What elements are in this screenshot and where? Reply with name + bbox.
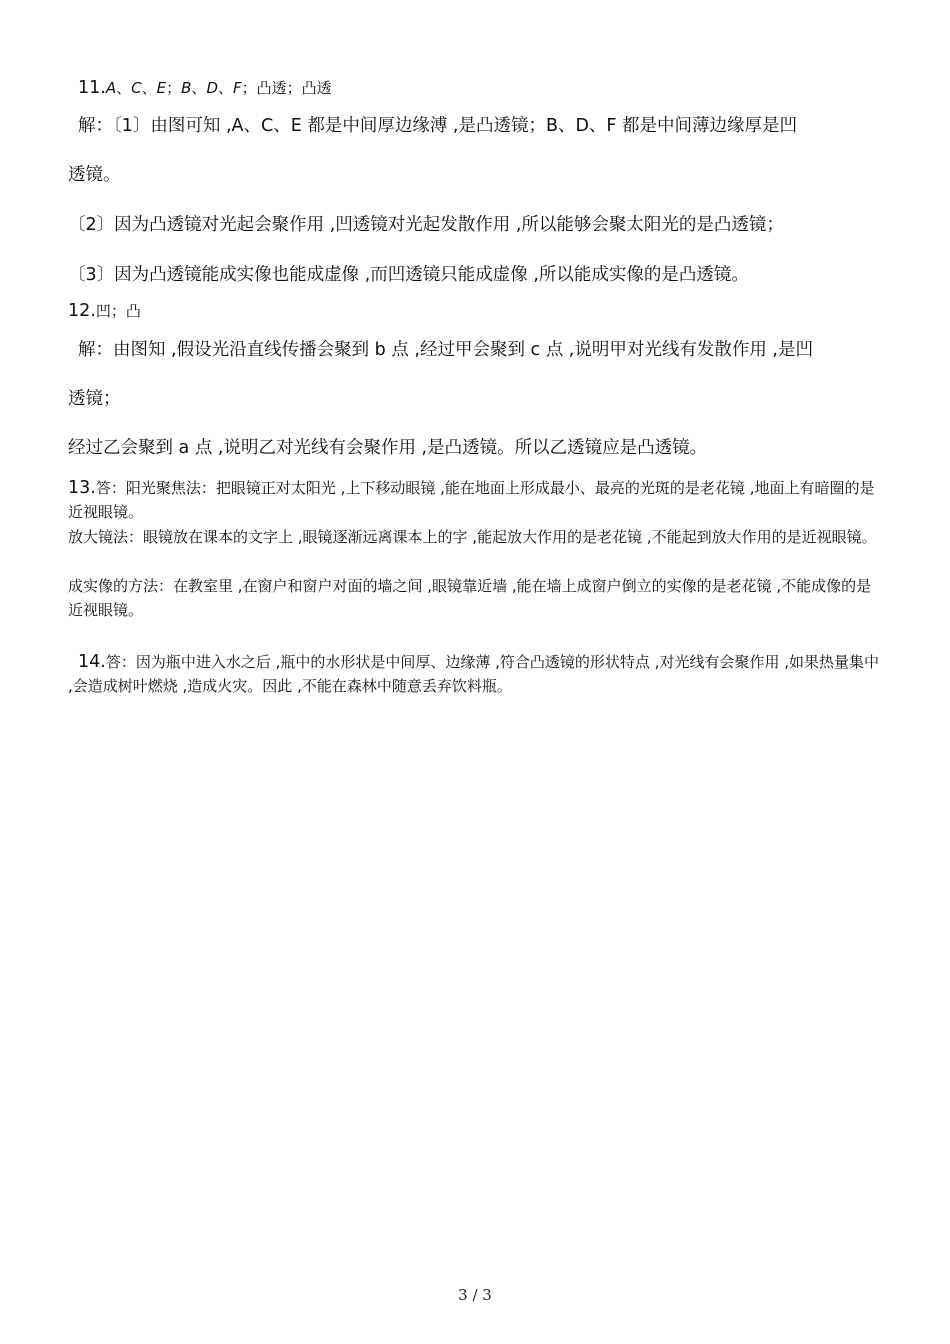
q11-solution-line-3: 〔2〕因为凸透镜对光起会聚作用 ,凹透镜对光起发散作用 ,所以能够会聚太阳光的是凸透镜； [68, 215, 784, 235]
q11-answer-c: C [131, 79, 142, 97]
q12-answer: 凹；凸 [95, 302, 141, 320]
q12-solution-line-3: 经过乙会聚到 a 点 ,说明乙对光线有会聚作用 ,是凸透镜。所以乙透镜应是凸透镜。 [68, 438, 708, 458]
q11-answer-sep: 、 [116, 79, 132, 97]
q11-answer-e: E [156, 79, 167, 97]
q11-answer-a: A [105, 79, 117, 97]
q11-answer-b: B [181, 79, 192, 97]
q13-paragraph-3: 成实像的方法：在教室里 ,在窗户和窗户对面的墙之间 ,眼镜靠近墙 ,能在墙上成窗户倒立的实像的是老花镜 ,不能成像的是近视眼镜。 [68, 577, 872, 619]
q13-paragraph-2: 放大镜法：眼镜放在课本的文字上 ,眼镜逐渐远离课本上的字 ,能起放大作用的是老花镜 ,不能起到放大作用的是近视眼镜。 [68, 528, 877, 546]
q14-number: 14. [78, 652, 106, 672]
q12-number: 12. [68, 301, 96, 321]
q13-paragraph-1 [68, 476, 883, 524]
q13-number: 13. [68, 478, 96, 498]
q11-answer-sep: 、 [218, 79, 234, 97]
page-number: 3 / 3 [458, 1286, 492, 1304]
q11-answer-f: F [233, 79, 242, 97]
q14-para-text: 答：因为瓶中进入水之后 ,瓶中的水形状是中间厚、边缘薄 ,符合凸透镜的形状特点 ,对光线有会聚作用 ,如果热量集中 ,会造成树叶燃烧 ,造成火灾。因此 ,不能在森林中随意丢弃饮料瓶。 [68, 653, 879, 695]
q12-solution-line-1: 解：由图知 ,假设光沿直线传播会聚到 b 点 ,经过甲会聚到 c 点 ,说明甲对光线有发散作用 ,是凹 [78, 340, 813, 360]
q11-solution-line-4: 〔3〕因为凸透镜能成实像也能成虚像 ,而凹透镜只能成虚像 ,所以能成实像的是凸透镜。 [68, 265, 749, 285]
q12-answer-line [68, 299, 141, 323]
q11-answer-line [78, 76, 332, 100]
q11-solution-line-1: 解：〔1〕由图可知 ,A、C、E 都是中间厚边缘溥 ,是凸透镜；B、D、F 都是中间薄边缘厚是凹 [78, 116, 798, 136]
q11-answer-sep: 、 [191, 79, 207, 97]
q11-answer-tail: ；凸透；凸透 [241, 79, 332, 97]
q11-answer-sep: ； [166, 79, 182, 97]
q11-number: 11. [78, 78, 106, 98]
q11-answer-d: D [206, 79, 218, 97]
q11-solution-line-2: 透镜。 [68, 165, 121, 185]
q14-paragraph [68, 650, 883, 698]
q13-para-1-text: 答：阳光聚焦法：把眼镜正对太阳光 ,上下移动眼镜 ,能在地面上形成最小、最亮的光斑的是老花镜 ,地面上有暗圈的是近视眼镜。 [68, 479, 875, 521]
q12-solution-line-2: 透镜； [68, 389, 121, 409]
q11-answer-sep: 、 [141, 79, 157, 97]
